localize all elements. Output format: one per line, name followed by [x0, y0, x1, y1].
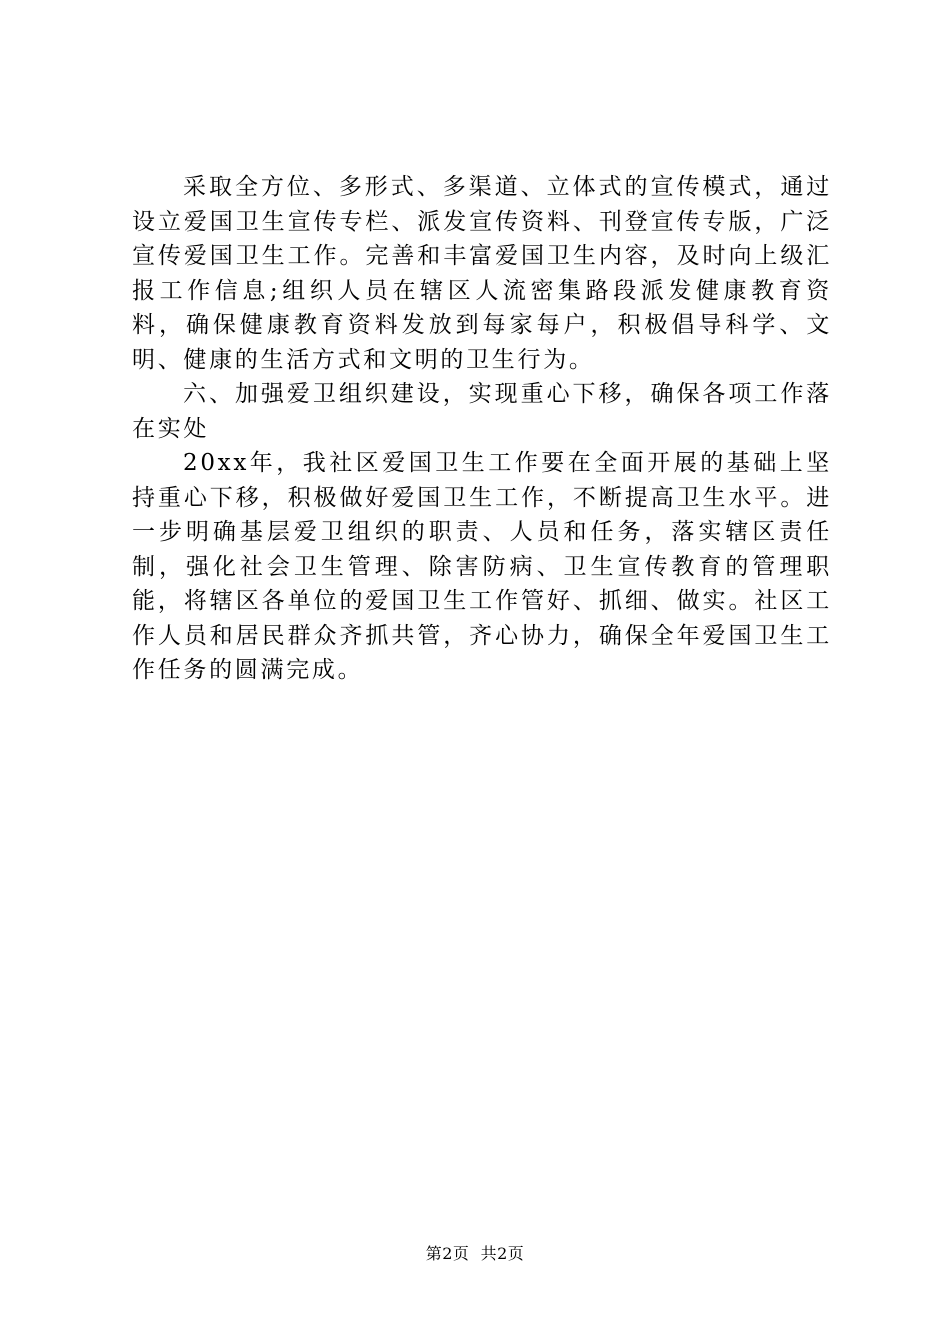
page-footer: [0, 1243, 950, 1265]
page-number: 第2页 共2页: [425, 1244, 525, 1263]
document-body: [132, 170, 832, 688]
paragraph-publicity: 采取全方位、多形式、多渠道、立体式的宣传模式，通过设立爱国卫生宣传专栏、派发宣传资料、刊登宣传专版，广泛宣传爱国卫生工作。完善和丰富爱国卫生内容，及时向上级汇报工作信息;组织人员在辖区人流密集路段派发健康教育资料，确保健康教育资料发放到每家每户，积极倡导科学、文明、健康的生活方式和文明的卫生行为。: [132, 174, 832, 373]
paragraph-summary: 20xx年，我社区爱国卫生工作要在全面开展的基础上坚持重心下移，积极做好爱国卫生工作，不断提高卫生水平。进一步明确基层爱卫组织的职责、人员和任务，落实辖区责任制，强化社会卫生管理、除害防病、卫生宣传教育的管理职能，将辖区各单位的爱国卫生工作管好、抓细、做实。社区工作人员和居民群众齐抓共管，齐心协力，确保全年爱国卫生工作任务的圆满完成。: [132, 450, 832, 683]
section-heading-six: 六、加强爱卫组织建设，实现重心下移，确保各项工作落在实处: [132, 381, 832, 442]
